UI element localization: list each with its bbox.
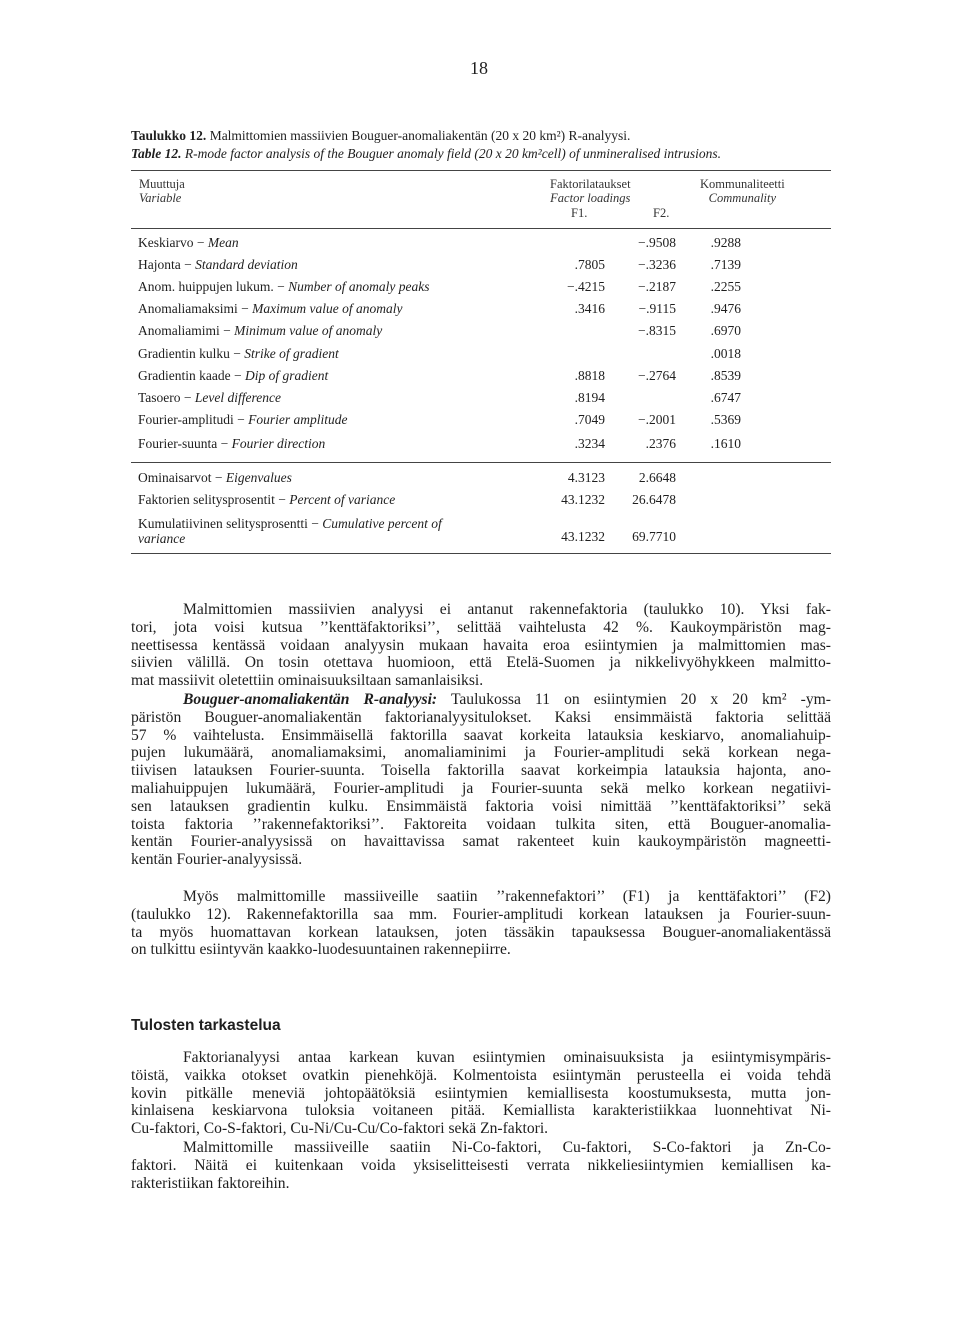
table-top-rule [131, 170, 831, 171]
p2-line: maliahuippujen lukumäärä, Fourier-amplitudi ja Fourier-suunta sekä melko korkean negatiivi- [131, 779, 831, 797]
row-f1-value: −.4215 [567, 279, 605, 294]
table-row [131, 436, 831, 454]
row-f1-value: .7805 [574, 257, 605, 272]
row-label: Anom. huippujen lukum. − Number of anomaly peaks [138, 279, 430, 294]
p4-line: Cu-faktori, Co-S-faktori, Cu-Ni/Cu-Cu/Co-faktori sekä Zn-faktori. [131, 1120, 549, 1138]
row-f2-value: .2376 [645, 436, 676, 451]
p3-line: ta myös huomattavan korkean latauksen, joten tässäkin tapauksessa Bouguer-anomaliakentässä [131, 923, 831, 941]
p4-line: kinlaisena keskiarvona tuloksia voitaneen pitää. Kemiallista karakteristiikkaa luonnehtivat Ni- [131, 1102, 831, 1120]
row-communality-value: .1610 [710, 436, 741, 451]
row-label: Anomaliamimi − Minimum value of anomaly [138, 323, 383, 338]
table-row [131, 346, 831, 364]
table-row [131, 323, 831, 341]
header-f1: F1. [571, 206, 588, 220]
table-row [131, 235, 831, 253]
row-f2-value: −.9508 [638, 235, 676, 250]
row-f2-value: −.8315 [638, 323, 676, 338]
p2-line: Bouguer-anomaliakentän R-analyysi: Taulukossa 11 on esiintymien 20 x 20 km² -ym- [183, 691, 831, 708]
p1-line: neettisessa kentässä voidaan analyysin mukaan havaita eroa esiintymien ja malmittomien mas- [131, 636, 831, 654]
p1-line: siivien välillä. On tosin otettava huomioon, että Etelä-Suomen ja nikkelivyöhykkeen malmitto- [131, 654, 831, 672]
row-label: Gradientin kaade − Dip of gradient [138, 368, 329, 383]
caption-text-en: R-mode factor analysis of the Bouguer anomaly field (20 x 20 km²cell) of unmineralised intrusions. [184, 146, 721, 161]
p5-line: Malmittomille massiiveille saatiin Ni-Co-faktori, Cu-faktori, S-Co-faktori ja Zn-Co- [183, 1139, 831, 1156]
row-communality-value: .7139 [710, 257, 741, 272]
p2-lead: Bouguer-anomaliakentän R-analyysi: [183, 691, 438, 708]
table-row [131, 390, 831, 408]
summary-f2-value: 69.7710 [632, 529, 676, 544]
summary-f1-value: 43.1232 [561, 529, 605, 544]
p5-line: rakteristiikan faktoreihin. [131, 1174, 290, 1192]
row-communality-value: .0018 [710, 346, 741, 361]
row-label: Gradientin kulku − Strike of gradient [138, 346, 339, 361]
summary-f2-value: 2.6648 [638, 470, 676, 485]
header-f2: F2. [653, 206, 670, 220]
p4-line: kovin pitkälle meneviä johtopäätöksiä esiintymien kemiallisesta koostumuksesta, mutta jon- [131, 1084, 831, 1102]
table-header-rule [131, 228, 831, 229]
p2-line: pujen lukumäärä, anomaliamaksimi, anomaliaminimi ja Fourier-amplitudi sekä korkean nega- [131, 744, 831, 762]
table-bottom-rule [131, 553, 831, 554]
p5-line: faktori. Näitä ei kuitenkaan voida yksiselitteisesti verrata nikkeliesiintymien kemiallisen ka- [131, 1156, 831, 1174]
table-caption-fi [131, 128, 831, 144]
row-f2-value: −.3236 [638, 257, 676, 272]
caption-label-en: Table 12. [131, 146, 182, 161]
row-f1-value: .3234 [574, 436, 605, 451]
row-label: Anomaliamaksimi − Maximum value of anomaly [138, 301, 403, 316]
summary-label: Faktorien selitysprosentit − Percent of variance [138, 492, 396, 507]
row-f2-value: −.9115 [638, 301, 676, 316]
row-label: Hajonta − Standard deviation [138, 257, 298, 272]
row-label: Tasoero − Level difference [138, 390, 282, 405]
summary-f1-value: 43.1232 [561, 492, 605, 507]
row-label: Fourier-suunta − Fourier direction [138, 436, 326, 451]
p4-line: Faktorianalyysi antaa karkean kuvan esiintymien ominaisuuksista ja esiintymisympäris- [183, 1049, 831, 1066]
p2-line: toista faktoria ’’rakennefaktoriksi’’. Faktoreita voidaan tulkita siten, että Bouguer-anomalia- [131, 815, 831, 833]
p1-line: mat massiivit oletettiin ominaisuuksiltaan samanlaisiksi. [131, 672, 484, 690]
p2-line: kentän Fourier-analyysissä on havaittavissa samat rakenteet kuin kaukoympäristön magneetti- [131, 833, 831, 851]
summary-f2-value: 26.6478 [632, 492, 676, 507]
row-communality-value: .2255 [710, 279, 741, 294]
summary-label: Kumulatiivinen selitysprosentti − Cumulative percent of variance [138, 516, 442, 546]
row-communality-value: .8539 [710, 368, 741, 383]
p1-line: Malmittomien massiivien analyysi ei antanut rakennefaktoria (taulukko 10). Yksi fak- [183, 601, 831, 618]
row-communality-value: .6970 [710, 323, 741, 338]
row-f1-value: .3416 [574, 301, 605, 316]
p3-line: on tulkittu esiintyvän kaakko-luodesuuntainen rakennepiirre. [131, 941, 511, 959]
header-communality: Kommunaliteetti Communality [700, 177, 785, 205]
header-variable: Muuttuja Variable [139, 177, 185, 205]
table-row [131, 279, 831, 297]
row-f1-value: .7049 [574, 412, 605, 427]
p1-line: tori, jota voisi kutsua ’’kenttäfaktoriksi’’, selittää vaihtelusta 42 %. Kaukoympäristön mag- [131, 618, 831, 636]
caption-text-fi: Malmittomien massiivien Bouguer-anomaliakentän (20 x 20 km²) R-analyysi. [209, 128, 631, 143]
p3-line: (taulukko 12). Rakennefaktorilla saa mm. Fourier-amplitudi korkean latauksen ja Fourier-suun- [131, 905, 831, 923]
table-row [131, 412, 831, 430]
caption-label-fi: Taulukko 12. [131, 128, 207, 143]
paragraph-4 [131, 1049, 831, 1138]
row-communality-value: .6747 [710, 390, 741, 405]
row-communality-value: .5369 [710, 412, 741, 427]
row-f2-value: −.2001 [638, 412, 676, 427]
row-communality-value: .9288 [710, 235, 741, 250]
paragraph-3 [131, 888, 831, 959]
table-row [131, 301, 831, 319]
paragraph-2 [131, 691, 831, 869]
row-f2-value: −.2764 [638, 368, 676, 383]
p2-line: 57 % vaihtelusta. Ensimmäisellä faktorilla saavat korkeita latauksia keskiarvo, anomaliahuip- [131, 726, 831, 744]
summary-f1-value: 4.3123 [567, 470, 605, 485]
p2-line: sen latauksen gradientin kulku. Ensimmäistä faktoria voisi nimittää ’’kenttäfaktoriksi’’ sekä [131, 797, 831, 815]
summary-label: Ominaisarvot − Eigenvalues [138, 470, 292, 485]
table-row [131, 368, 831, 386]
p3-line: Myös malmittomille massiiveille saatiin ’’rakennefaktori’’ (F1) ja kenttäfaktori’’ (F2) [183, 888, 831, 905]
table-mid-rule [131, 462, 831, 463]
table-row [131, 257, 831, 275]
row-communality-value: .9476 [710, 301, 741, 316]
p2-line: kentän Fourier-analyysissä. [131, 851, 303, 869]
row-f2-value: −.2187 [638, 279, 676, 294]
p2-line: päristön Bouguer-anomaliakentän faktorianalyysitulokset. Kaksi ensimmäistä faktoria selittää [131, 708, 831, 726]
p2-line: tiivisen latauksen Fourier-suunta. Toisella faktorilla saavat korkeimpia latauksia hajonta, ano- [131, 762, 831, 780]
section-heading: Tulosten tarkastelua [131, 1017, 281, 1034]
row-f1-value: .8194 [574, 390, 605, 405]
p4-line: töistä, vaikka otokset ovatkin pienehköjä. Kolmentoista esiintymän perusteella ei voida tehdä [131, 1066, 831, 1084]
table-caption-en [131, 146, 831, 162]
header-factor-loadings: Faktorilataukset Factor loadings [550, 177, 631, 205]
page-number: 18 [470, 58, 488, 78]
paragraph-5 [131, 1139, 831, 1192]
row-f1-value: .8818 [574, 368, 605, 383]
row-label: Keskiarvo − Mean [138, 235, 239, 250]
paragraph-1 [131, 601, 831, 690]
row-label: Fourier-amplitudi − Fourier amplitude [138, 412, 348, 427]
